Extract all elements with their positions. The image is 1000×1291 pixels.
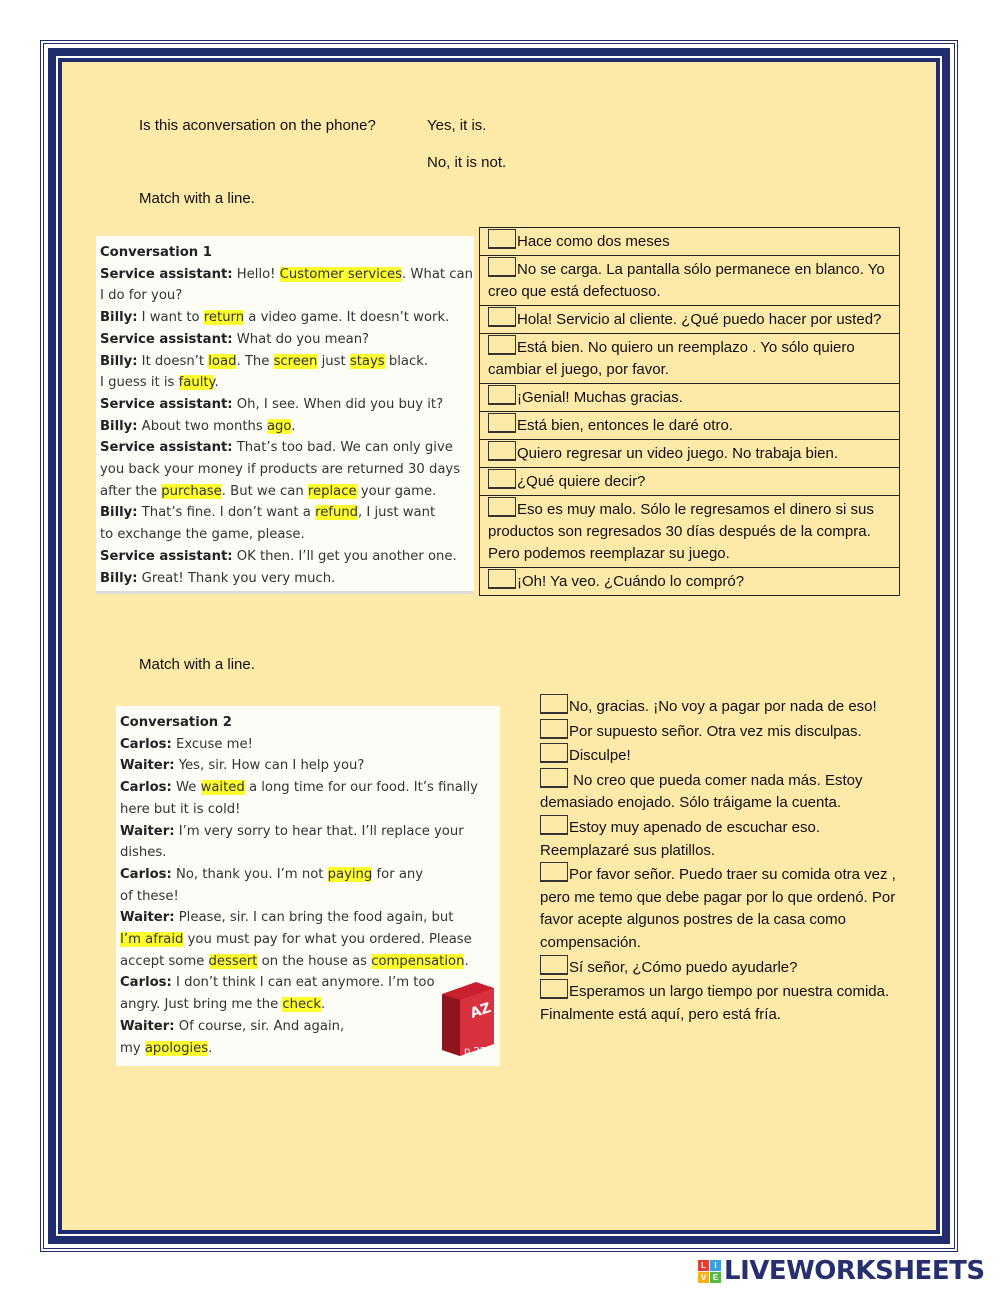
highlighted-word: dessert <box>208 953 258 969</box>
speaker-name: Waiter: <box>120 758 175 774</box>
dialogue-line <box>100 546 468 568</box>
dialogue-text: , I just want <box>358 505 436 521</box>
speaker-name: Billy: <box>100 570 138 586</box>
match-text: Quiero regresar un video juego. No trabaja bien. <box>517 445 839 462</box>
dialogue-text: Great! Thank you very much. <box>137 570 336 586</box>
dialogue-line <box>100 568 468 590</box>
conversation-title: Conversation 1 <box>100 245 212 260</box>
answer-box[interactable] <box>540 694 568 714</box>
highlighted-word: check <box>282 997 322 1013</box>
dialogue-text: I’m very sorry to hear that. I’ll replace your <box>174 823 464 839</box>
answer-box[interactable] <box>488 385 516 405</box>
conversation-1-box <box>96 236 474 594</box>
dialogue-text: Excuse me! <box>171 736 253 752</box>
dialogue-text: OK then. I’ll get you another one. <box>232 548 457 564</box>
dialogue-text: That’s too bad. We can only give <box>232 440 453 456</box>
highlighted-word: waited <box>200 780 245 796</box>
dialogue-text: It doesn’t <box>137 353 209 369</box>
match-row <box>480 384 900 412</box>
highlighted-word: I’m afraid <box>120 932 184 948</box>
conversation-title: Conversation 2 <box>120 715 232 730</box>
dialogue-line <box>100 285 468 307</box>
dialogue-text: Please, sir. I can bring the food again, but <box>174 910 454 926</box>
match-text: No se carga. La pantalla sólo permanece en blanco. Yo creo que está defectuoso. <box>488 261 885 300</box>
dialogue-line <box>120 734 494 756</box>
instruction-match-2: Match with a line. <box>139 656 255 673</box>
match-item <box>540 743 900 768</box>
dialogue-line <box>120 799 494 821</box>
dialogue-line <box>120 951 494 973</box>
match-text: Hola! Servicio al cliente. ¿Qué puedo hacer por usted? <box>517 311 882 328</box>
answer-box[interactable] <box>540 862 568 882</box>
speaker-name: Billy: <box>100 505 138 521</box>
match-text: Por supuesto señor. Otra vez mis disculpas. <box>569 722 862 740</box>
match-table-1 <box>479 227 900 596</box>
highlighted-word: replace <box>307 483 357 499</box>
dialogue-text: About two months <box>137 418 267 434</box>
match-row <box>480 568 900 596</box>
logo-letter: E <box>710 1272 721 1283</box>
dialogue-text: . <box>321 997 326 1013</box>
dialogue-text: accept some <box>120 953 209 969</box>
dialogue-text: of these! <box>120 888 179 904</box>
match-item <box>540 719 900 744</box>
dialogue-text: . But we can <box>221 483 308 499</box>
highlighted-word: screen <box>273 353 318 369</box>
speaker-name: Carlos: <box>120 866 172 882</box>
dialogue-text: . What can <box>402 266 473 282</box>
book-page-ref: p.22 <box>464 1046 487 1057</box>
dialogue-text: No, thank you. I’m not <box>171 866 328 882</box>
dialogue-text: a long time for our food. It’s finally <box>244 780 478 796</box>
match-text: Esperamos un largo tiempo por nuestra comida. Finalmente está aquí, pero está fría. <box>540 983 890 1023</box>
speaker-name: Carlos: <box>120 975 172 991</box>
dialogue-text: you back your money if products are returned 30 days <box>100 462 461 478</box>
dialogue-text: on the house as <box>257 953 372 969</box>
dialogue-text: . <box>208 1040 213 1056</box>
match-text: ¡Genial! Muchas gracias. <box>517 389 683 406</box>
dialogue-line <box>120 755 494 777</box>
dialogue-text: dishes. <box>120 845 167 861</box>
match-row <box>480 468 900 496</box>
match-text: ¡Oh! Ya veo. ¿Cuándo lo compró? <box>517 573 745 590</box>
answer-box[interactable] <box>488 307 516 327</box>
match-text: Sí señor, ¿Cómo puedo ayudarle? <box>569 958 798 976</box>
highlighted-word: apologies <box>144 1040 209 1056</box>
logo-letter: L <box>698 1260 709 1271</box>
dialogue-text: Yes, sir. How can I help you? <box>174 758 365 774</box>
dialogue-text: . The <box>236 353 274 369</box>
answer-box[interactable] <box>488 469 516 489</box>
match-text: Está bien. No quiero un reemplazo . Yo sólo quiero cambiar el juego, por favor. <box>488 339 855 378</box>
answer-box[interactable] <box>488 257 516 277</box>
dialogue-text: after the <box>100 483 162 499</box>
dialogue-line <box>120 929 494 951</box>
match-item <box>540 694 900 719</box>
brand-name: LIVEWORKSHEETS <box>724 1256 985 1286</box>
dialogue-line <box>120 821 494 843</box>
dialogue-text: angry. Just bring me the <box>120 997 283 1013</box>
instruction-match-1: Match with a line. <box>139 190 255 207</box>
dialogue-line <box>100 307 468 329</box>
speaker-name: Billy: <box>100 310 138 326</box>
dialogue-text: . <box>464 953 469 969</box>
answer-box[interactable] <box>488 441 516 461</box>
dialogue-text: to exchange the game, please. <box>100 527 305 543</box>
dialogue-line <box>100 372 468 394</box>
logo-letter: I <box>710 1260 721 1271</box>
speaker-name: Service assistant: <box>100 266 233 282</box>
match-row <box>480 496 900 568</box>
speaker-name: Billy: <box>100 353 138 369</box>
book-letters: AZ <box>468 1000 494 1022</box>
dialogue-text: . <box>291 418 296 434</box>
match-item <box>540 815 900 862</box>
dialogue-line <box>120 864 494 886</box>
answer-box[interactable] <box>540 719 568 739</box>
answer-yes[interactable]: Yes, it is. <box>427 117 487 134</box>
match-row <box>480 440 900 468</box>
dialogue-text: my <box>120 1040 145 1056</box>
liveworksheets-logo <box>698 1256 985 1286</box>
answer-box[interactable] <box>540 815 568 835</box>
dialogue-text: I guess it is <box>100 375 179 391</box>
match-text: No, gracias. ¡No voy a pagar por nada de eso! <box>569 698 877 715</box>
dialogue-line <box>100 524 468 546</box>
answer-box[interactable] <box>488 335 516 355</box>
match-item <box>540 768 900 815</box>
dialogue-text: What do you mean? <box>232 331 370 347</box>
highlighted-word: ago <box>266 418 292 434</box>
highlighted-word: return <box>203 310 245 326</box>
answer-box[interactable] <box>488 229 516 249</box>
dialogue-text: black. <box>384 353 429 369</box>
highlighted-word: load <box>208 353 237 369</box>
dialogue-text: Oh, I see. When did you buy it? <box>232 396 444 412</box>
match-item <box>540 979 900 1026</box>
dialogue-line <box>120 777 494 799</box>
dialogue-line <box>100 416 468 438</box>
dialogue-text: I don’t think I can eat anymore. I’m too <box>171 975 435 991</box>
dialogue-text: your game. <box>356 483 437 499</box>
speaker-name: Service assistant: <box>100 396 233 412</box>
speaker-name: Carlos: <box>120 736 172 752</box>
match-text: Estoy muy apenado de escuchar eso. Reemplazaré sus platillos. <box>540 818 820 859</box>
dialogue-text: Hello! <box>232 266 280 282</box>
speaker-name: Service assistant: <box>100 440 233 456</box>
answer-box[interactable] <box>488 497 516 517</box>
match-text: Hace como dos meses <box>517 233 670 250</box>
dialogue-text: I do for you? <box>100 288 183 304</box>
dialogue-text: We <box>171 780 201 796</box>
dialogue-text: . <box>214 375 219 391</box>
answer-box[interactable] <box>540 955 568 975</box>
match-row <box>480 334 900 384</box>
dictionary-book-icon <box>436 978 500 1060</box>
match-text: Disculpe! <box>569 747 631 765</box>
speaker-name: Waiter: <box>120 910 175 926</box>
dialogue-line <box>100 264 473 286</box>
highlighted-word: compensation <box>371 953 465 969</box>
dialogue-text: I want to <box>137 310 204 326</box>
answer-no[interactable]: No, it is not. <box>427 154 507 171</box>
dialogue-line <box>100 329 468 351</box>
speaker-name: Carlos: <box>120 780 172 796</box>
match-item <box>540 862 900 954</box>
match-row <box>480 228 900 256</box>
dialogue-text: just <box>317 353 350 369</box>
answer-box[interactable] <box>488 569 516 589</box>
match-text: Por favor señor. Puedo traer su comida otra vez , pero me temo que debe pagar por lo que ordenó. Por favor acepte algunos postres de la casa como compensación. <box>540 866 896 951</box>
highlighted-word: stays <box>349 353 385 369</box>
match-row <box>480 256 900 306</box>
speaker-name: Waiter: <box>120 1018 175 1034</box>
dialogue-line <box>100 351 468 373</box>
dialogue-text: here but it is cold! <box>120 801 241 817</box>
match-text: Eso es muy malo. Sólo le regresamos el dinero si sus productos son regresados 30 días después de la compra. Pero podemos reemplazar su juego. <box>488 501 874 562</box>
dialogue-line <box>120 907 494 929</box>
highlighted-word: purchase <box>161 483 222 499</box>
logo-letter: V <box>698 1272 709 1283</box>
dialogue-line <box>120 842 494 864</box>
answer-box[interactable] <box>540 768 568 788</box>
answer-box[interactable] <box>540 743 568 763</box>
match-text: ¿Qué quiere decir? <box>517 473 646 490</box>
speaker-name: Billy: <box>100 418 138 434</box>
question-prompt: Is this aconversation on the phone? <box>139 117 376 134</box>
dialogue-line <box>120 886 494 908</box>
speaker-name: Service assistant: <box>100 548 233 564</box>
match-text: Está bien, entonces le daré otro. <box>517 417 733 434</box>
match-row <box>480 306 900 334</box>
dialogue-text: a video game. It doesn’t work. <box>244 310 450 326</box>
speaker-name: Waiter: <box>120 823 175 839</box>
dialogue-line <box>100 394 468 416</box>
dialogue-line <box>100 502 468 524</box>
answer-box[interactable] <box>540 979 568 999</box>
live-logo-icon <box>698 1260 721 1283</box>
match-item <box>540 955 900 980</box>
dialogue-text: Of course, sir. And again, <box>174 1018 345 1034</box>
dialogue-line <box>100 437 468 459</box>
dialogue-text: you must pay for what you ordered. Please <box>183 932 472 948</box>
speaker-name: Service assistant: <box>100 331 233 347</box>
conversation-1-lines <box>100 264 473 590</box>
match-list-2 <box>540 694 900 1026</box>
match-text: No creo que pueda comer nada más. Estoy demasiado enojado. Sólo tráigame la cuenta. <box>540 771 863 812</box>
answer-box[interactable] <box>488 413 516 433</box>
highlighted-word: refund <box>315 505 359 521</box>
dialogue-line <box>100 481 468 503</box>
dialogue-text: for any <box>372 866 424 882</box>
highlighted-word: faulty <box>178 375 215 391</box>
highlighted-word: Customer services <box>279 266 403 282</box>
match-row <box>480 412 900 440</box>
dialogue-text: That’s fine. I don’t want a <box>137 505 316 521</box>
highlighted-word: paying <box>327 866 373 882</box>
dialogue-line <box>100 459 468 481</box>
